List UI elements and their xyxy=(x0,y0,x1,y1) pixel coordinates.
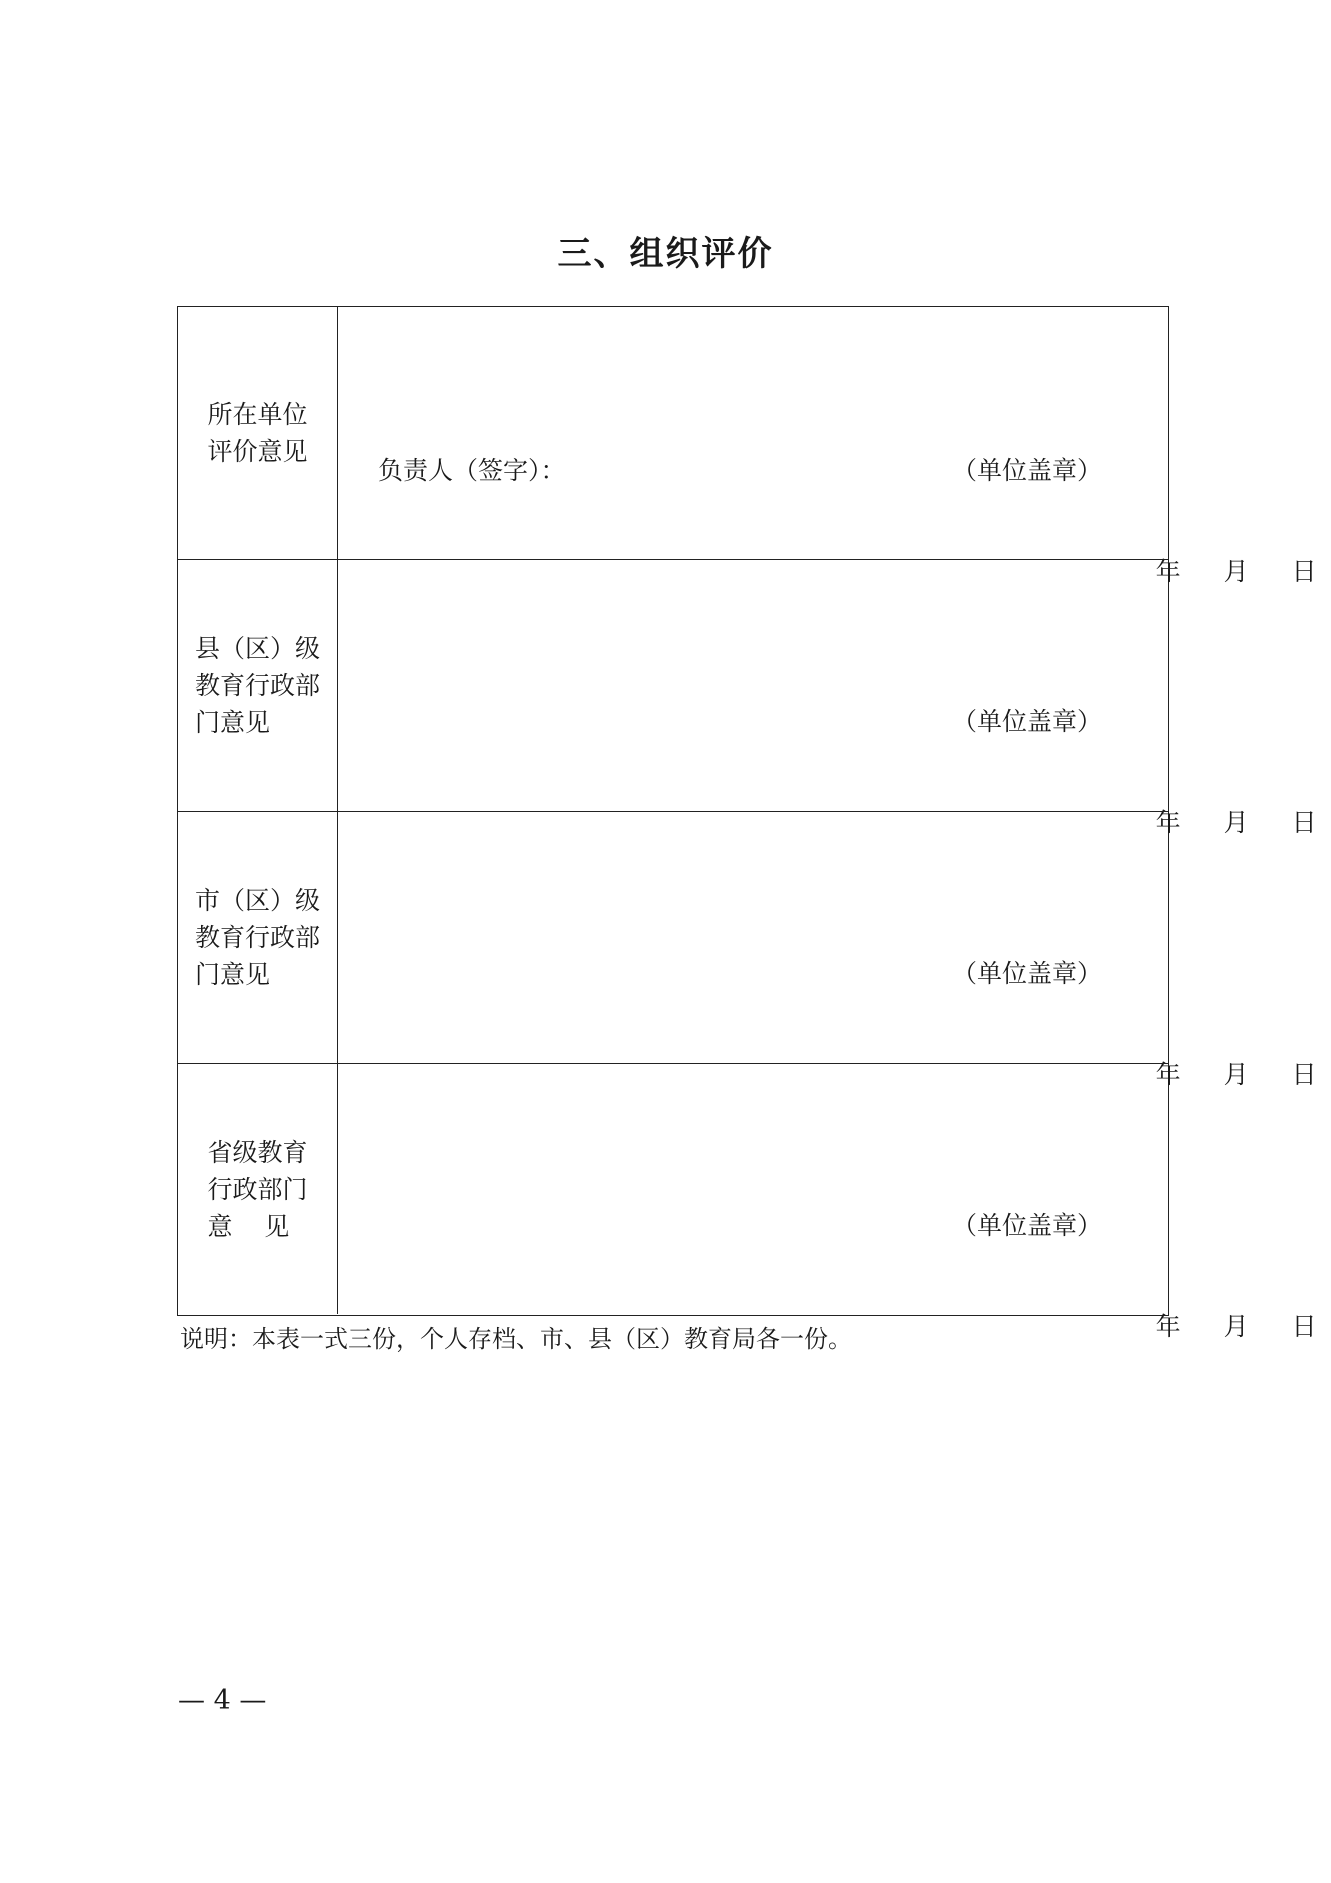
table-note: 说明：本表一式三份，个人存档、市、县（区）教育局各一份。 xyxy=(180,1325,852,1353)
date-year: 年 xyxy=(1155,1312,1181,1341)
row-label xyxy=(195,882,320,993)
date-month: 月 xyxy=(1223,1060,1249,1089)
opinion-area[interactable] xyxy=(338,307,1317,586)
row-label-line: 教育行政部 xyxy=(194,923,320,952)
date-day: 日 xyxy=(1291,1312,1317,1341)
row-label xyxy=(195,630,320,741)
date-month: 月 xyxy=(1223,808,1249,837)
row-label-line: 门意见 xyxy=(194,960,270,989)
signer-label: 负责人（签字）： xyxy=(378,456,566,485)
date-year: 年 xyxy=(1155,808,1181,837)
row-label-line: 门意见 xyxy=(194,708,270,737)
seal-label: （单位盖章） xyxy=(952,959,1103,988)
opinion-area[interactable] xyxy=(338,812,1317,1089)
date-month: 月 xyxy=(1223,1312,1249,1341)
table-row-county-opinion xyxy=(178,559,1317,837)
date-line xyxy=(1092,1278,1317,1372)
row-label-line: 意 见 xyxy=(207,1211,290,1241)
row-label-line: 市（区）级 xyxy=(194,886,320,915)
row-label-cell xyxy=(178,812,338,1063)
row-label xyxy=(207,1134,307,1245)
date-month: 月 xyxy=(1223,557,1249,586)
date-day: 日 xyxy=(1291,557,1317,586)
table-row-unit-evaluation xyxy=(178,307,1317,586)
row-label-line: 行政部门 xyxy=(207,1174,308,1204)
row-label-line: 所在单位 xyxy=(207,400,308,429)
row-label-cell xyxy=(178,307,338,559)
opinion-area[interactable] xyxy=(338,560,1317,837)
row-label xyxy=(207,396,307,470)
page-title: 三、组织评价 xyxy=(557,234,774,274)
row-label-line: 省级教育 xyxy=(207,1137,308,1167)
seal-label: （单位盖章） xyxy=(952,707,1103,736)
date-year: 年 xyxy=(1155,1060,1181,1089)
row-label-cell xyxy=(178,560,338,811)
table-row-city-opinion xyxy=(178,811,1317,1089)
date-day: 日 xyxy=(1291,808,1317,837)
row-label-line: 县（区）级 xyxy=(194,634,320,663)
opinion-area[interactable] xyxy=(338,1064,1317,1341)
date-day: 日 xyxy=(1291,1060,1317,1089)
row-label-line: 评价意见 xyxy=(207,437,308,466)
row-label-cell xyxy=(178,1064,338,1314)
page-number: — 4 — xyxy=(178,1685,267,1716)
seal-label: （单位盖章） xyxy=(952,456,1103,485)
seal-label: （单位盖章） xyxy=(952,1211,1103,1240)
row-label-line: 教育行政部 xyxy=(194,671,320,700)
date-year: 年 xyxy=(1155,557,1181,586)
